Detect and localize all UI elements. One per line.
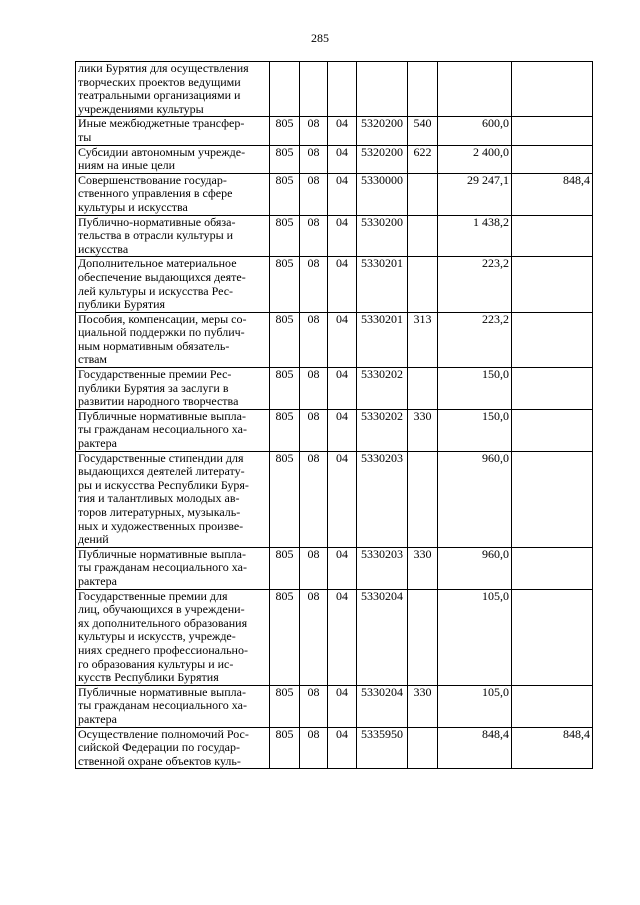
- target-article-cell: 5330203: [357, 451, 408, 547]
- federal-amount-cell: [512, 145, 593, 173]
- table-row: [76, 451, 593, 547]
- section-code-cell: 08: [300, 312, 328, 367]
- section-code-cell: 08: [300, 589, 328, 685]
- ministry-code-cell: 805: [270, 257, 300, 312]
- subsection-code-cell: 04: [328, 215, 357, 257]
- subsection-code-cell: [328, 62, 357, 117]
- expense-type-cell: 622: [408, 145, 438, 173]
- amount-cell: 29 247,1: [438, 173, 512, 215]
- federal-amount-cell: [512, 117, 593, 145]
- ministry-code-cell: [270, 62, 300, 117]
- ministry-code-cell: 805: [270, 685, 300, 727]
- item-name-cell: Иные межбюджетные трансфер- ты: [76, 117, 270, 145]
- subsection-code-cell: 04: [328, 368, 357, 410]
- target-article-cell: 5335950: [357, 727, 408, 769]
- ministry-code-cell: 805: [270, 215, 300, 257]
- expense-type-cell: [408, 727, 438, 769]
- federal-amount-cell: [512, 547, 593, 589]
- expense-type-cell: [408, 589, 438, 685]
- ministry-code-cell: 805: [270, 451, 300, 547]
- target-article-cell: 5320200: [357, 117, 408, 145]
- federal-amount-cell: [512, 312, 593, 367]
- section-code-cell: 08: [300, 257, 328, 312]
- subsection-code-cell: 04: [328, 117, 357, 145]
- item-name-cell: лики Бурятия для осуществления творческих проектов ведущими театральными организациями и учреждениями культуры: [76, 62, 270, 117]
- table-row: [76, 547, 593, 589]
- item-name-cell: Субсидии автономным учрежде- ниям на иные цели: [76, 145, 270, 173]
- table-row: [76, 685, 593, 727]
- ministry-code-cell: 805: [270, 589, 300, 685]
- federal-amount-cell: [512, 215, 593, 257]
- ministry-code-cell: 805: [270, 368, 300, 410]
- amount-cell: 105,0: [438, 589, 512, 685]
- table-row: [76, 62, 593, 117]
- ministry-code-cell: 805: [270, 145, 300, 173]
- federal-amount-cell: [512, 451, 593, 547]
- table-row: [76, 257, 593, 312]
- subsection-code-cell: 04: [328, 409, 357, 451]
- section-code-cell: 08: [300, 145, 328, 173]
- federal-amount-cell: [512, 368, 593, 410]
- item-name-cell: Государственные премии для лиц, обучающихся в учреждени- ях дополнительного образования культуры и искусств, учрежде- ниях среднего профессионально- го образования культуры и ис- кусств Республики Бурятия: [76, 589, 270, 685]
- item-name-cell: Осуществление полномочий Рос- сийской Федерации по государ- ственной охране объектов куль-: [76, 727, 270, 769]
- amount-cell: [438, 62, 512, 117]
- table-row: [76, 173, 593, 215]
- amount-cell: 960,0: [438, 547, 512, 589]
- federal-amount-cell: [512, 257, 593, 312]
- federal-amount-cell: [512, 409, 593, 451]
- expense-type-cell: [408, 368, 438, 410]
- amount-cell: 2 400,0: [438, 145, 512, 173]
- target-article-cell: 5330200: [357, 215, 408, 257]
- table-row: [76, 215, 593, 257]
- item-name-cell: Публичные нормативные выпла- ты гражданам несоциального ха- рактера: [76, 409, 270, 451]
- federal-amount-cell: [512, 589, 593, 685]
- federal-amount-cell: [512, 685, 593, 727]
- section-code-cell: 08: [300, 117, 328, 145]
- table-row: [76, 409, 593, 451]
- item-name-cell: Публично-нормативные обяза- тельства в отрасли культуры и искусства: [76, 215, 270, 257]
- table-row: [76, 589, 593, 685]
- item-name-cell: Государственные премии Рес- публики Бурятия за заслуги в развитии народного творчества: [76, 368, 270, 410]
- table-row: [76, 312, 593, 367]
- item-name-cell: Публичные нормативные выпла- ты гражданам несоциального ха- рактера: [76, 547, 270, 589]
- amount-cell: 150,0: [438, 368, 512, 410]
- federal-amount-cell: 848,4: [512, 173, 593, 215]
- amount-cell: 1 438,2: [438, 215, 512, 257]
- expense-type-cell: 313: [408, 312, 438, 367]
- ministry-code-cell: 805: [270, 409, 300, 451]
- subsection-code-cell: 04: [328, 589, 357, 685]
- expense-type-cell: 330: [408, 409, 438, 451]
- expense-type-cell: [408, 173, 438, 215]
- ministry-code-cell: 805: [270, 312, 300, 367]
- target-article-cell: 5330202: [357, 368, 408, 410]
- section-code-cell: 08: [300, 685, 328, 727]
- ministry-code-cell: 805: [270, 727, 300, 769]
- subsection-code-cell: 04: [328, 312, 357, 367]
- target-article-cell: 5330201: [357, 312, 408, 367]
- subsection-code-cell: 04: [328, 257, 357, 312]
- amount-cell: 105,0: [438, 685, 512, 727]
- subsection-code-cell: 04: [328, 727, 357, 769]
- section-code-cell: [300, 62, 328, 117]
- target-article-cell: 5330203: [357, 547, 408, 589]
- section-code-cell: 08: [300, 368, 328, 410]
- target-article-cell: [357, 62, 408, 117]
- table-row: [76, 727, 593, 769]
- expense-type-cell: [408, 62, 438, 117]
- amount-cell: 223,2: [438, 312, 512, 367]
- item-name-cell: Дополнительное материальное обеспечение выдающихся деяте- лей культуры и искусства Рес- публики Бурятия: [76, 257, 270, 312]
- ministry-code-cell: 805: [270, 173, 300, 215]
- expense-type-cell: 540: [408, 117, 438, 145]
- subsection-code-cell: 04: [328, 173, 357, 215]
- expense-type-cell: 330: [408, 547, 438, 589]
- item-name-cell: Совершенствование государ- ственного управления в сфере культуры и искусства: [76, 173, 270, 215]
- section-code-cell: 08: [300, 547, 328, 589]
- federal-amount-cell: [512, 62, 593, 117]
- target-article-cell: 5320200: [357, 145, 408, 173]
- section-code-cell: 08: [300, 451, 328, 547]
- target-article-cell: 5330204: [357, 685, 408, 727]
- table-row: [76, 145, 593, 173]
- amount-cell: 150,0: [438, 409, 512, 451]
- item-name-cell: Государственные стипендии для выдающихся деятелей литерату- ры и искусства Республики Буря- тия и талантливых молодых ав- торов литературных, музыкаль- ных и художественных произве- дений: [76, 451, 270, 547]
- expense-type-cell: [408, 257, 438, 312]
- section-code-cell: 08: [300, 409, 328, 451]
- expense-type-cell: [408, 215, 438, 257]
- ministry-code-cell: 805: [270, 547, 300, 589]
- amount-cell: 848,4: [438, 727, 512, 769]
- section-code-cell: 08: [300, 215, 328, 257]
- subsection-code-cell: 04: [328, 547, 357, 589]
- page-number: 285: [311, 31, 329, 45]
- section-code-cell: 08: [300, 727, 328, 769]
- table-row: [76, 117, 593, 145]
- budget-table: [75, 61, 593, 769]
- federal-amount-cell: 848,4: [512, 727, 593, 769]
- amount-cell: 960,0: [438, 451, 512, 547]
- expense-type-cell: [408, 451, 438, 547]
- target-article-cell: 5330204: [357, 589, 408, 685]
- target-article-cell: 5330202: [357, 409, 408, 451]
- subsection-code-cell: 04: [328, 451, 357, 547]
- item-name-cell: Пособия, компенсации, меры со- циальной поддержки по публич- ным нормативным обязатель- ствам: [76, 312, 270, 367]
- table-row: [76, 368, 593, 410]
- section-code-cell: 08: [300, 173, 328, 215]
- ministry-code-cell: 805: [270, 117, 300, 145]
- item-name-cell: Публичные нормативные выпла- ты гражданам несоциального ха- рактера: [76, 685, 270, 727]
- target-article-cell: 5330000: [357, 173, 408, 215]
- subsection-code-cell: 04: [328, 685, 357, 727]
- subsection-code-cell: 04: [328, 145, 357, 173]
- expense-type-cell: 330: [408, 685, 438, 727]
- amount-cell: 600,0: [438, 117, 512, 145]
- amount-cell: 223,2: [438, 257, 512, 312]
- target-article-cell: 5330201: [357, 257, 408, 312]
